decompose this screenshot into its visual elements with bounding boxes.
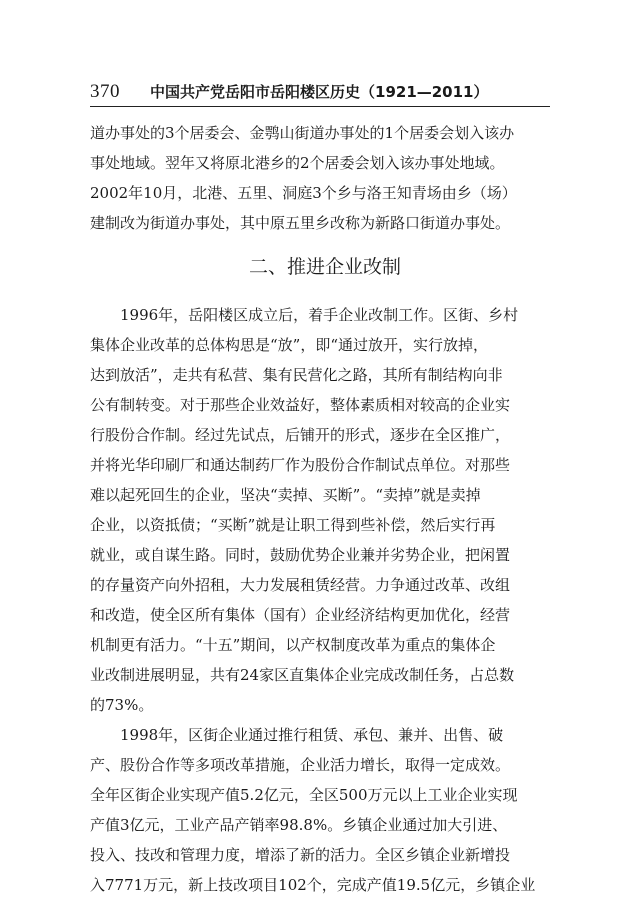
text-line: 2002年10月，北港、五里、洞庭3个乡与洛王知青场由乡（场）: [90, 184, 517, 202]
page-number: 370: [90, 81, 120, 102]
text-line: 达到放活”，走共有私营、集有民营化之路，其所有制结构向非: [90, 366, 503, 384]
text-line: 并将光华印刷厂和通达制药厂作为股份合作制试点单位。对那些: [90, 456, 511, 474]
text-line: 产值3亿元，工业产品产销率98.8%。乡镇企业通过加大引进、: [90, 816, 508, 834]
text-line: 1998年，区街企业通过推行租赁、承包、兼并、出售、破: [120, 726, 504, 744]
intro-paragraph: [90, 118, 560, 238]
running-title: 中国共产党岳阳市岳阳楼区历史（1921—2011）: [150, 83, 489, 101]
text-line: 和改造，使全区所有集体（国有）企业经济结构更加优化，经营: [90, 606, 511, 624]
text-line: 道办事处的3个居委会、金鹗山街道办事处的1个居委会划入该办: [90, 124, 515, 142]
text-line: 产、股份合作等多项改革措施，企业活力增长，取得一定成效。: [90, 756, 511, 774]
paragraph-1: [90, 300, 560, 720]
text-line: 的73%。: [90, 696, 154, 714]
text-line: 全年区街企业实现产值5.2亿元，全区500万元以上工业企业实现: [90, 786, 518, 804]
text-line: 投入、技改和管理力度，增添了新的活力。全区乡镇企业新增投: [90, 846, 511, 864]
text-line: 入7771万元，新上技改项目102个，完成产值19.5亿元，乡镇企业: [90, 876, 536, 894]
text-line: 机制更有活力。“十五”期间，以产权制度改革为重点的集体企: [90, 636, 496, 654]
text-line: 集体企业改革的总体构思是“放”，即“通过放开，实行放掉，: [90, 336, 489, 354]
text-line: 的存量资产向外招租，大力发展租赁经营。力争通过改革、改组: [90, 576, 511, 594]
text-line: 事处地域。翌年又将原北港乡的2个居委会划入该办事处地域。: [90, 154, 505, 172]
text-line: 企业，以资抵债；“买断”就是让职工得到些补偿，然后实行再: [90, 516, 496, 534]
text-line: 就业，或自谋生路。同时，鼓励优势企业兼并劣势企业，把闲置: [90, 546, 511, 564]
text-line: 建制改为街道办事处，其中原五里乡改称为新路口街道办事处。: [90, 214, 511, 232]
text-line: 行股份合作制。经过先试点，后铺开的形式，逐步在全区推广，: [90, 426, 511, 444]
paragraph-2: [90, 720, 560, 900]
section-heading: 二、推进企业改制: [248, 256, 401, 278]
page-header: [90, 80, 550, 107]
text-line: 难以起死回生的企业，坚决“卖掉、买断”。“卖掉”就是卖掉: [90, 486, 481, 504]
text-line: 1996年，岳阳楼区成立后，着手企业改制工作。区街、乡村: [120, 306, 519, 324]
text-line: 业改制进展明显，共有24家区直集体企业完成改制任务，占总数: [90, 666, 515, 684]
text-line: 公有制转变。对于那些企业效益好，整体素质相对较高的企业实: [90, 396, 511, 414]
